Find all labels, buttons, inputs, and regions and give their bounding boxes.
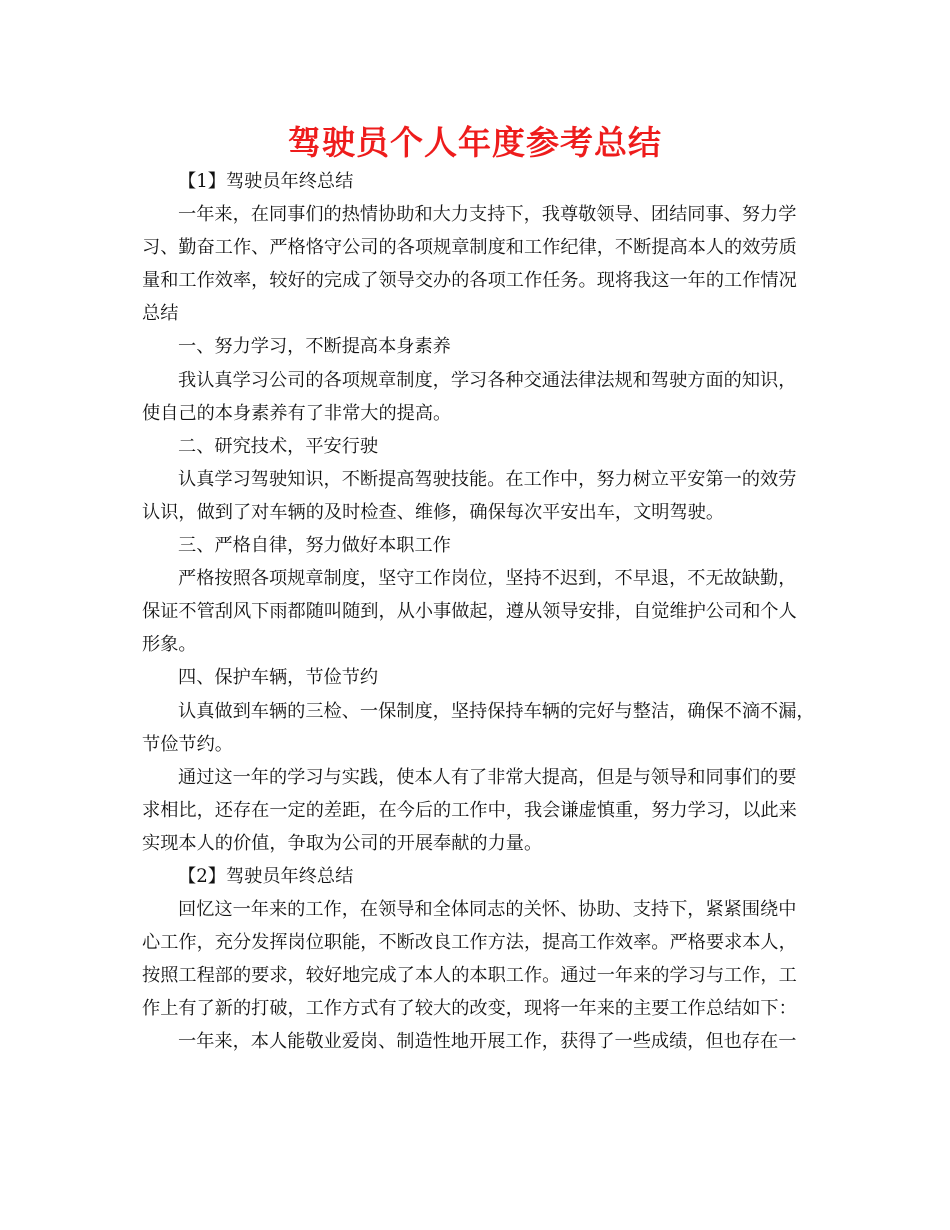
text-line: 三、严格自律，努力做好本职工作 (178, 535, 451, 557)
text-line: 节俭节约。 (142, 733, 233, 755)
text-line: 一年来，本人能敬业爱岗、制造性地开展工作，获得了一些成绩，但也存在一 (178, 1031, 797, 1053)
text-line: 使自己的本身素养有了非常大的提高。 (142, 402, 452, 424)
text-line: 回忆这一年来的工作，在领导和全体同志的关怀、协助、支持下，紧紧围绕中 (178, 899, 797, 921)
text-line: 二、研究技术，平安行驶 (178, 435, 379, 457)
text-line: 求相比，还存在一定的差距，在今后的工作中，我会谦虚慎重，努力学习，以此来 (142, 799, 797, 821)
text-line: 一、努力学习，不断提高本身素养 (178, 336, 451, 358)
text-line: 我认真学习公司的各项规章制度，学习各种交通法律法规和驾驶方面的知识， (178, 369, 797, 391)
text-line: 【2】驾驶员年终总结 (178, 865, 354, 887)
text-line: 保证不管刮风下雨都随叫随到，从小事做起，遵从领导安排，自觉维护公司和个人 (142, 601, 797, 623)
text-line: 认真做到车辆的三检、一保制度，坚持保持车辆的完好与整洁，确保不滴不漏， (178, 700, 815, 722)
text-line: 实现本人的价值，争取为公司的开展奉献的力量。 (142, 832, 543, 854)
text-line: 通过这一年的学习与实践，使本人有了非常大提高，但是与领导和同事们的要 (178, 766, 797, 788)
text-line: 【1】驾驶员年终总结 (178, 171, 354, 192)
text-line: 形象。 (142, 634, 197, 656)
document-body (142, 165, 814, 1059)
text-line: 总结 (142, 303, 179, 325)
text-line: 量和工作效率，较好的完成了领导交办的各项工作任务。现将我这一年的工作情况 (142, 270, 797, 292)
text-line: 认识，做到了对车辆的及时检查、维修，确保每次平安出车，文明驾驶。 (142, 501, 725, 523)
text-line: 作上有了新的打破，工作方式有了较大的改变，现将一年来的主要工作总结如下： (142, 998, 797, 1020)
text-line: 一年来，在同事们的热情协助和大力支持下，我尊敬领导、团结同事、努力学 (178, 204, 797, 226)
text-line: 严格按照各项规章制度，坚守工作岗位，坚持不迟到，不早退，不无故缺勤， (178, 568, 797, 590)
document-title: 驾驶员个人年度参考总结 (288, 123, 662, 162)
text-line: 按照工程部的要求，较好地完成了本人的本职工作。通过一年来的学习与工作，工 (142, 965, 797, 987)
text-line: 四、保护车辆，节俭节约 (178, 667, 379, 689)
text-line: 心工作，充分发挥岗位职能，不断改良工作方法，提高工作效率。严格要求本人， (142, 932, 797, 954)
text-line: 习、勤奋工作、严格恪守公司的各项规章制度和工作纪律，不断提高本人的效劳质 (142, 237, 797, 259)
text-line: 认真学习驾驶知识，不断提高驾驶技能。在工作中，努力树立平安第一的效劳 (178, 468, 797, 490)
